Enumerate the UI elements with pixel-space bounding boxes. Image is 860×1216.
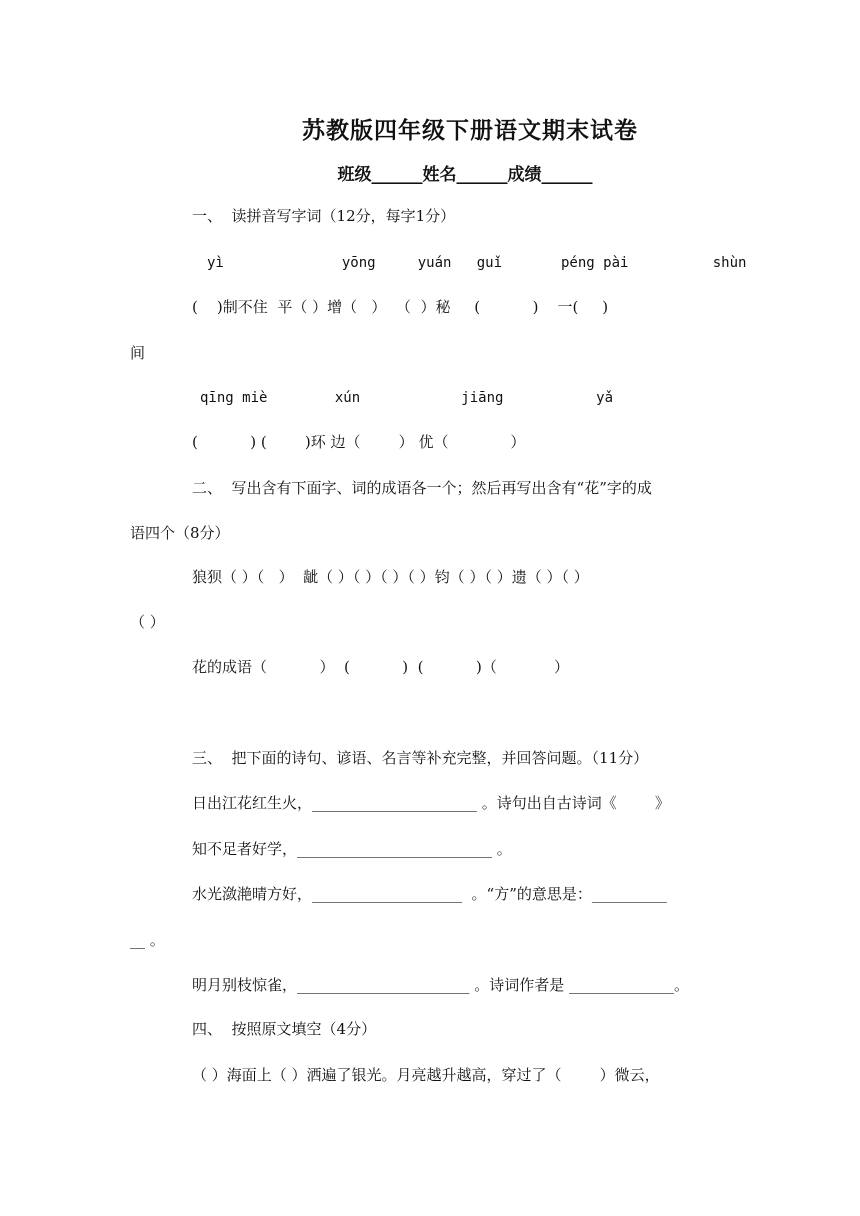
question-line: 间 [130,344,146,362]
question-line: 二、 写出含有下面字、词的成语各一个；然后再写出含有“花”字的成 [192,479,652,497]
question-line: 花的成语（ ） ( ) ( )（ ） [192,658,570,676]
question-line: 知不足者好学，__________________________ 。 [192,840,512,858]
question-line: ( ) ( )环 边（ ） 优（ ） [192,433,526,451]
question-line: __ 。 [130,931,165,949]
question-line: 一、 读拼音写字词（12分，每字1分） [192,207,456,225]
question-line: 明月别枝惊雀，_______________________ 。诗词作者是 ______________。 [192,976,690,994]
question-line: 日出江花红生火，______________________ 。诗句出自古诗词《 》 [192,794,670,812]
pinyin-line: qīng miè xún jiāng yǎ [200,390,614,406]
question-line: 水光潋滟晴方好，____________________ 。“方”的意思是：__________ [192,885,667,903]
question-line: 四、 按照原文填空（4分） [192,1020,377,1038]
question-line: （ ）海面上（ ）洒遍了银光。月亮越升越高，穿过了（ ）微云， [192,1066,660,1084]
pinyin-line: yì yōng yuán guǐ péng pài shùn [207,255,747,271]
question-line: ( )制不住 平（ ）增（ ） （ ）秘 ( ) 一( ) [192,298,609,316]
question-line: （ ） [130,613,165,631]
page-title: 苏教版四年级下册语文期末试卷 [302,118,638,144]
student-info-line: 班级______姓名______成绩______ [337,165,593,185]
question-line: 三、 把下面的诗句、谚语、名言等补充完整，并回答问题。（11分） [192,749,649,767]
question-line: 语四个（8分） [130,524,230,542]
question-line: 狼狈（ ）（ ） 龇（ ）（ ）（ ）（ ）钧（ ）（ ）遗（ ）（ ） [192,568,589,586]
